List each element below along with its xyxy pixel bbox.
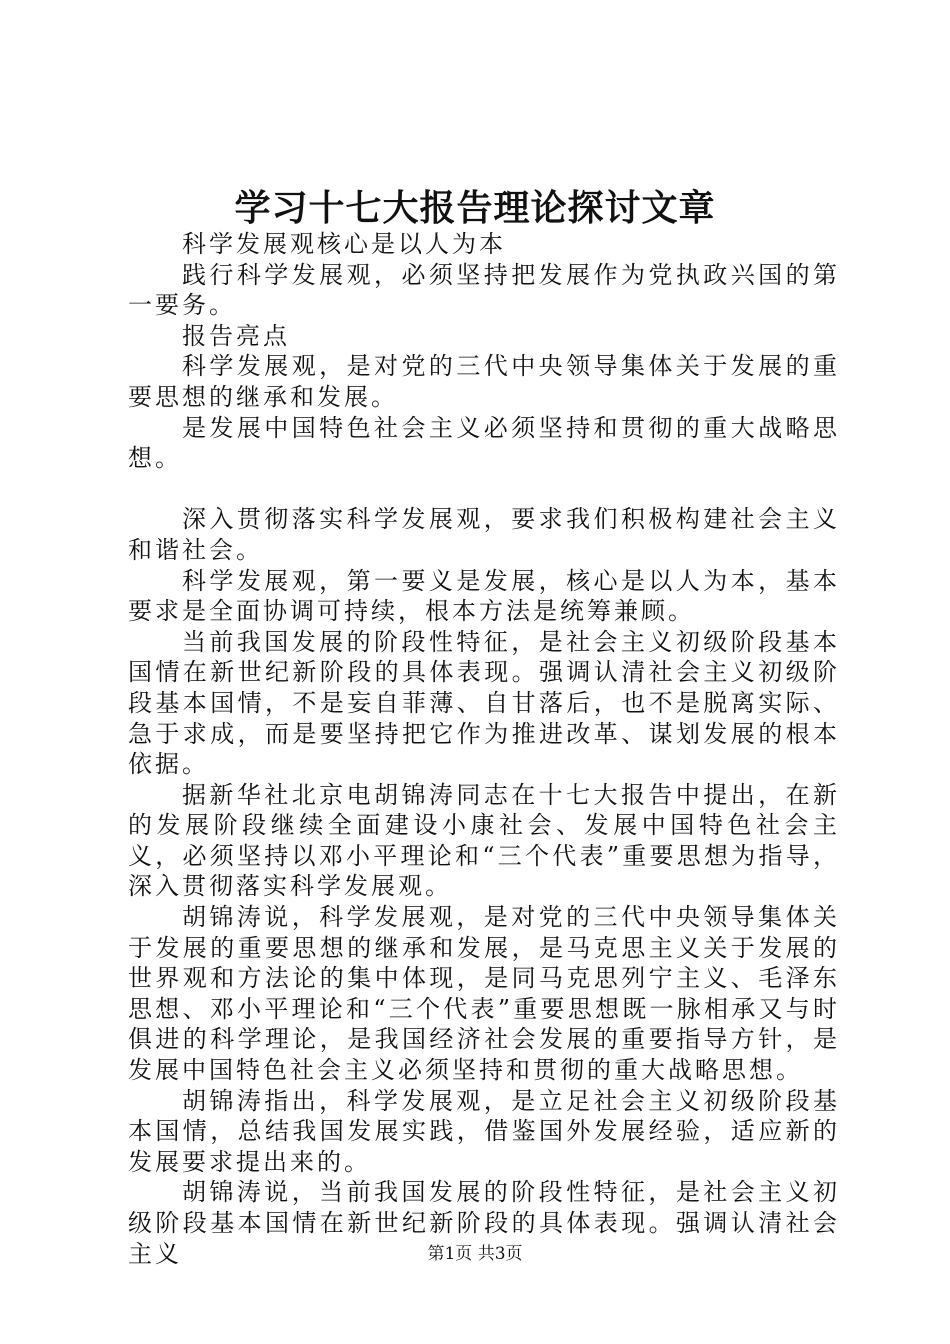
- document-title: 学习十七大报告理论探讨文章: [234, 187, 716, 229]
- page-number: 第1页 共3页: [427, 1244, 523, 1264]
- document-body: [128, 229, 840, 1269]
- paragraph: 据新华社北京电胡锦涛同志在十七大报告中提出，在新的发展阶段继续全面建设小康社会、发展中国特色社会主义，必须坚持以邓小平理论和“三个代表”重要思想为指导，深入贯彻落实科学发展观。: [128, 780, 840, 901]
- paragraph: 践行科学发展观，必须坚持把发展作为党执政兴国的第一要务。: [128, 260, 840, 320]
- paragraph: 当前我国发展的阶段性特征，是社会主义初级阶段基本国情在新世纪新阶段的具体表现。强调认清社会主义初级阶段基本国情，不是妄自菲薄、自甘落后，也不是脱离实际、急于求成，而是要坚持把它作为推进改革、谋划发展的根本依据。: [128, 627, 840, 779]
- blank-line: [128, 474, 840, 505]
- page-footer: [0, 1243, 950, 1265]
- paragraph: 科学发展观核心是以人为本: [182, 230, 506, 258]
- paragraph: 科学发展观，第一要义是发展，核心是以人为本，基本要求是全面协调可持续，根本方法是统筹兼顾。: [128, 566, 840, 626]
- paragraph: 报告亮点: [182, 321, 290, 350]
- paragraph: 胡锦涛说，当前我国发展的阶段性特征，是社会主义初级阶段基本国情在新世纪新阶段的具体表现。强调认清社会主义: [128, 1178, 840, 1268]
- paragraph: 科学发展观，是对党的三代中央领导集体关于发展的重要思想的继承和发展。: [128, 352, 840, 411]
- paragraph: 胡锦涛说，科学发展观，是对党的三代中央领导集体关于发展的重要思想的继承和发展，是马克思主义关于发展的世界观和方法论的集中体现，是同马克思列宁主义、毛泽东思想、邓小平理论和“三个代表”重要思想既一脉相承又与时俱进的科学理论，是我国经济社会发展的重要指导方针，是发展中国特色社会主义必须坚持和贯彻的重大战略思想。: [128, 903, 840, 1085]
- paragraph: 是发展中国特色社会主义必须坚持和贯彻的重大战略思想。: [128, 413, 840, 473]
- paragraph: 胡锦涛指出，科学发展观，是立足社会主义初级阶段基本国情，总结我国发展实践，借鉴国外发展经验，适应新的发展要求提出来的。: [128, 1086, 840, 1176]
- paragraph: 深入贯彻落实科学发展观，要求我们积极构建社会主义和谐社会。: [128, 505, 840, 564]
